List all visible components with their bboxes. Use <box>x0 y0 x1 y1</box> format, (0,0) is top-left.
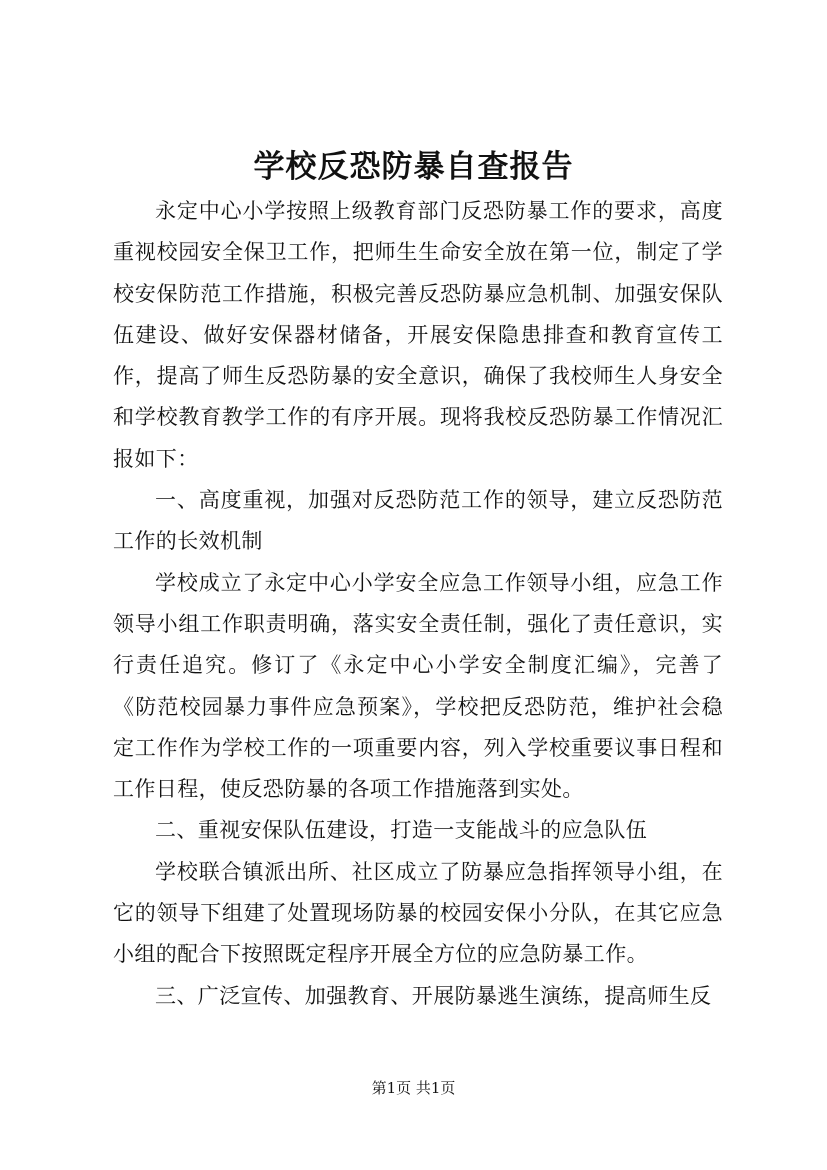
section-heading-2: 二、重视安保队伍建设，打造一支能战斗的应急队伍 <box>155 818 648 843</box>
document-title: 学校反恐防暴自查报告 <box>253 149 574 185</box>
intro-paragraph: 永定中心小学按照上级教育部门反恐防暴工作的要求，高度重视校园安全保卫工作，把师生生命安全放在第一位，制定了学校安保防范工作措施，积极完善反恐防暴应急机制、加强安保队伍建设、做好安保器材储备，开展安保隐患排查和教育宣传工作，提高了师生反恐防暴的安全意识，确保了我校师生人身安全和学校教育教学工作的有序开展。现将我校反恐防暴工作情况汇报如下： <box>113 199 723 471</box>
section-paragraph-1: 学校成立了永定中心小学安全应急工作领导小组，应急工作领导小组工作职责明确，落实安全责任制，强化了责任意识，实行责任追究。修订了《永定中心小学安全制度汇编》，完善了《防范校园暴力事件应急预案》，学校把反恐防范，维护社会稳定工作作为学校工作的一项重要内容，列入学校重要议事日程和工作日程，使反恐防暴的各项工作措施落到实处。 <box>113 570 723 802</box>
page-footer: 第1页 共1页 <box>371 1079 456 1097</box>
section-heading-3: 三、广泛宣传、加强教育、开展防暴逃生演练，提高师生反 <box>155 983 712 1008</box>
section-paragraph-2: 学校联合镇派出所、社区成立了防暴应急指挥领导小组，在它的领导下组建了处置现场防暴的校园安保小分队，在其它应急小组的配合下按照既定程序开展全方位的应急防暴工作。 <box>113 859 723 967</box>
document-body <box>113 191 723 1017</box>
section-heading-1: 一、高度重视，加强对反恐防范工作的领导，建立反恐防范工作的长效机制 <box>113 488 723 554</box>
